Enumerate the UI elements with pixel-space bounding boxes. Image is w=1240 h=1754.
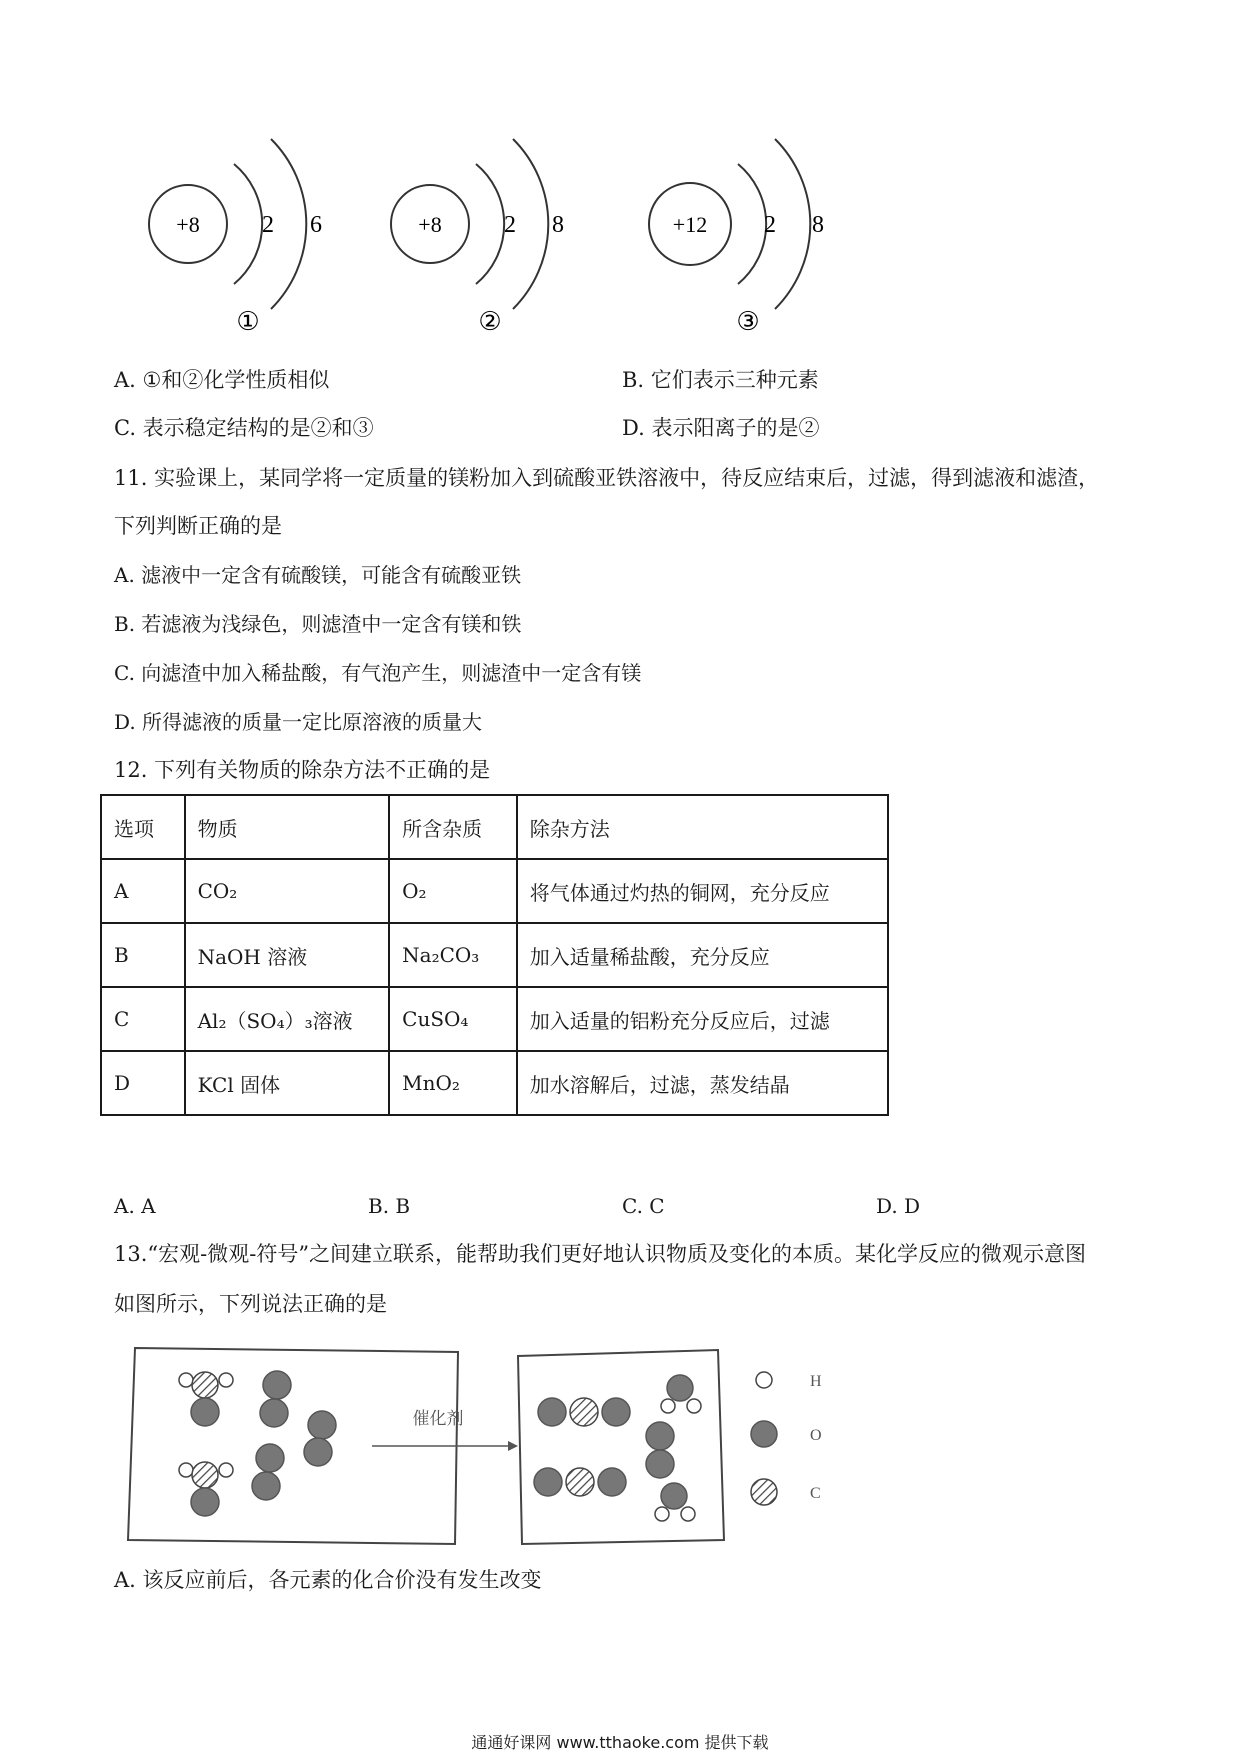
- atom-1-nucleus: +8: [176, 212, 200, 237]
- atom-2-shell2: 8: [552, 212, 564, 238]
- row-b-substance: NaOH 溶液: [185, 923, 390, 987]
- table-row: [101, 1051, 888, 1115]
- atom-2-nucleus: +8: [418, 212, 442, 237]
- reactant-molecules: [179, 1371, 336, 1516]
- catalyst-label: 催化剂: [412, 1409, 464, 1429]
- atom-2-label: ②: [478, 307, 502, 337]
- row-a-option: A: [101, 859, 185, 923]
- row-a-impurity: O₂: [389, 859, 517, 923]
- page-footer: 通通好课网 www.tthaoke.com 提供下载: [471, 1733, 769, 1752]
- table-header-row: [101, 795, 888, 859]
- atom-1-shell1: 2: [262, 212, 274, 238]
- q11-option-d: D. 所得滤液的质量一定比原溶液的质量大: [114, 710, 483, 734]
- q10-option-d: D. 表示阳离子的是②: [622, 416, 820, 440]
- q12-option-b: B. B: [368, 1194, 411, 1218]
- reaction-micro-diagram: [0, 1330, 1240, 1560]
- table-row: [101, 987, 888, 1051]
- row-a-method: 将气体通过灼热的铜网，充分反应: [517, 859, 888, 923]
- row-c-substance: Al₂（SO₄）₃溶液: [185, 987, 390, 1051]
- q13-option-a: A. 该反应前后，各元素的化合价没有发生改变: [114, 1568, 542, 1592]
- row-b-impurity: Na₂CO₃: [389, 923, 517, 987]
- header-option: 选项: [101, 795, 185, 859]
- q10-option-c: C. 表示稳定结构的是②和③: [114, 416, 374, 440]
- q13-stem-line2: 如图所示，下列说法正确的是: [114, 1292, 387, 1316]
- q10-option-b: B. 它们表示三种元素: [622, 368, 819, 392]
- row-c-method: 加入适量的铝粉充分反应后，过滤: [517, 987, 888, 1051]
- atom-diagram-2: [391, 139, 564, 337]
- atom-3-label: ③: [736, 307, 760, 337]
- table-row: [101, 859, 888, 923]
- row-c-option: C: [101, 987, 185, 1051]
- row-a-substance: CO₂: [185, 859, 390, 923]
- row-b-option: B: [101, 923, 185, 987]
- q11-option-c: C. 向滤渣中加入稀盐酸，有气泡产生，则滤渣中一定含有镁: [114, 661, 642, 685]
- atom-1-label: ①: [236, 307, 260, 337]
- row-d-method: 加水溶解后，过滤，蒸发结晶: [517, 1051, 888, 1115]
- atom-diagram-3: [649, 139, 824, 337]
- product-molecules: [534, 1375, 701, 1521]
- atom-3-shell2: 8: [812, 212, 824, 238]
- q11-stem-line1: 11. 实验课上，某同学将一定质量的镁粉加入到硫酸亚铁溶液中，待反应结束后，过滤，得到滤液和滤渣，: [114, 466, 1100, 490]
- q12-option-a: A. A: [114, 1194, 156, 1218]
- table-row: [101, 923, 888, 987]
- row-d-option: D: [101, 1051, 185, 1115]
- header-impurity: 所含杂质: [389, 795, 517, 859]
- hydrogen-legend-icon: [756, 1372, 772, 1388]
- row-d-impurity: MnO₂: [389, 1051, 517, 1115]
- atom-1-shell2: 6: [310, 212, 322, 238]
- atom-3-nucleus: +12: [672, 212, 708, 237]
- header-substance: 物质: [185, 795, 390, 859]
- atom-legend: [751, 1372, 822, 1505]
- legend-h: H: [810, 1373, 822, 1390]
- q10-option-a: A. ①和②化学性质相似: [114, 368, 330, 392]
- atom-2-shell1: 2: [504, 212, 516, 238]
- impurity-removal-table: [100, 794, 889, 1116]
- legend-o: O: [810, 1427, 822, 1444]
- q12-option-d: D. D: [876, 1194, 921, 1218]
- q12-option-c: C. C: [622, 1194, 665, 1218]
- atom-structure-diagrams: [0, 0, 1240, 350]
- row-d-substance: KCl 固体: [185, 1051, 390, 1115]
- header-method: 除杂方法: [517, 795, 888, 859]
- row-b-method: 加入适量稀盐酸，充分反应: [517, 923, 888, 987]
- atom-diagram-1: [149, 139, 322, 337]
- oxygen-legend-icon: [751, 1421, 777, 1447]
- q13-stem-line1: 13.“宏观-微观-符号”之间建立联系，能帮助我们更好地认识物质及变化的本质。某化学反应的微观示意图: [114, 1242, 1087, 1266]
- legend-c: C: [810, 1485, 821, 1502]
- q11-option-b: B. 若滤液为浅绿色，则滤渣中一定含有镁和铁: [114, 612, 522, 636]
- carbon-legend-icon: [751, 1479, 777, 1505]
- q11-option-a: A. 滤液中一定含有硫酸镁，可能含有硫酸亚铁: [114, 563, 522, 587]
- row-c-impurity: CuSO₄: [389, 987, 517, 1051]
- q12-stem: 12. 下列有关物质的除杂方法不正确的是: [114, 758, 491, 782]
- atom-3-shell1: 2: [764, 212, 776, 238]
- q11-stem-line2: 下列判断正确的是: [114, 514, 282, 538]
